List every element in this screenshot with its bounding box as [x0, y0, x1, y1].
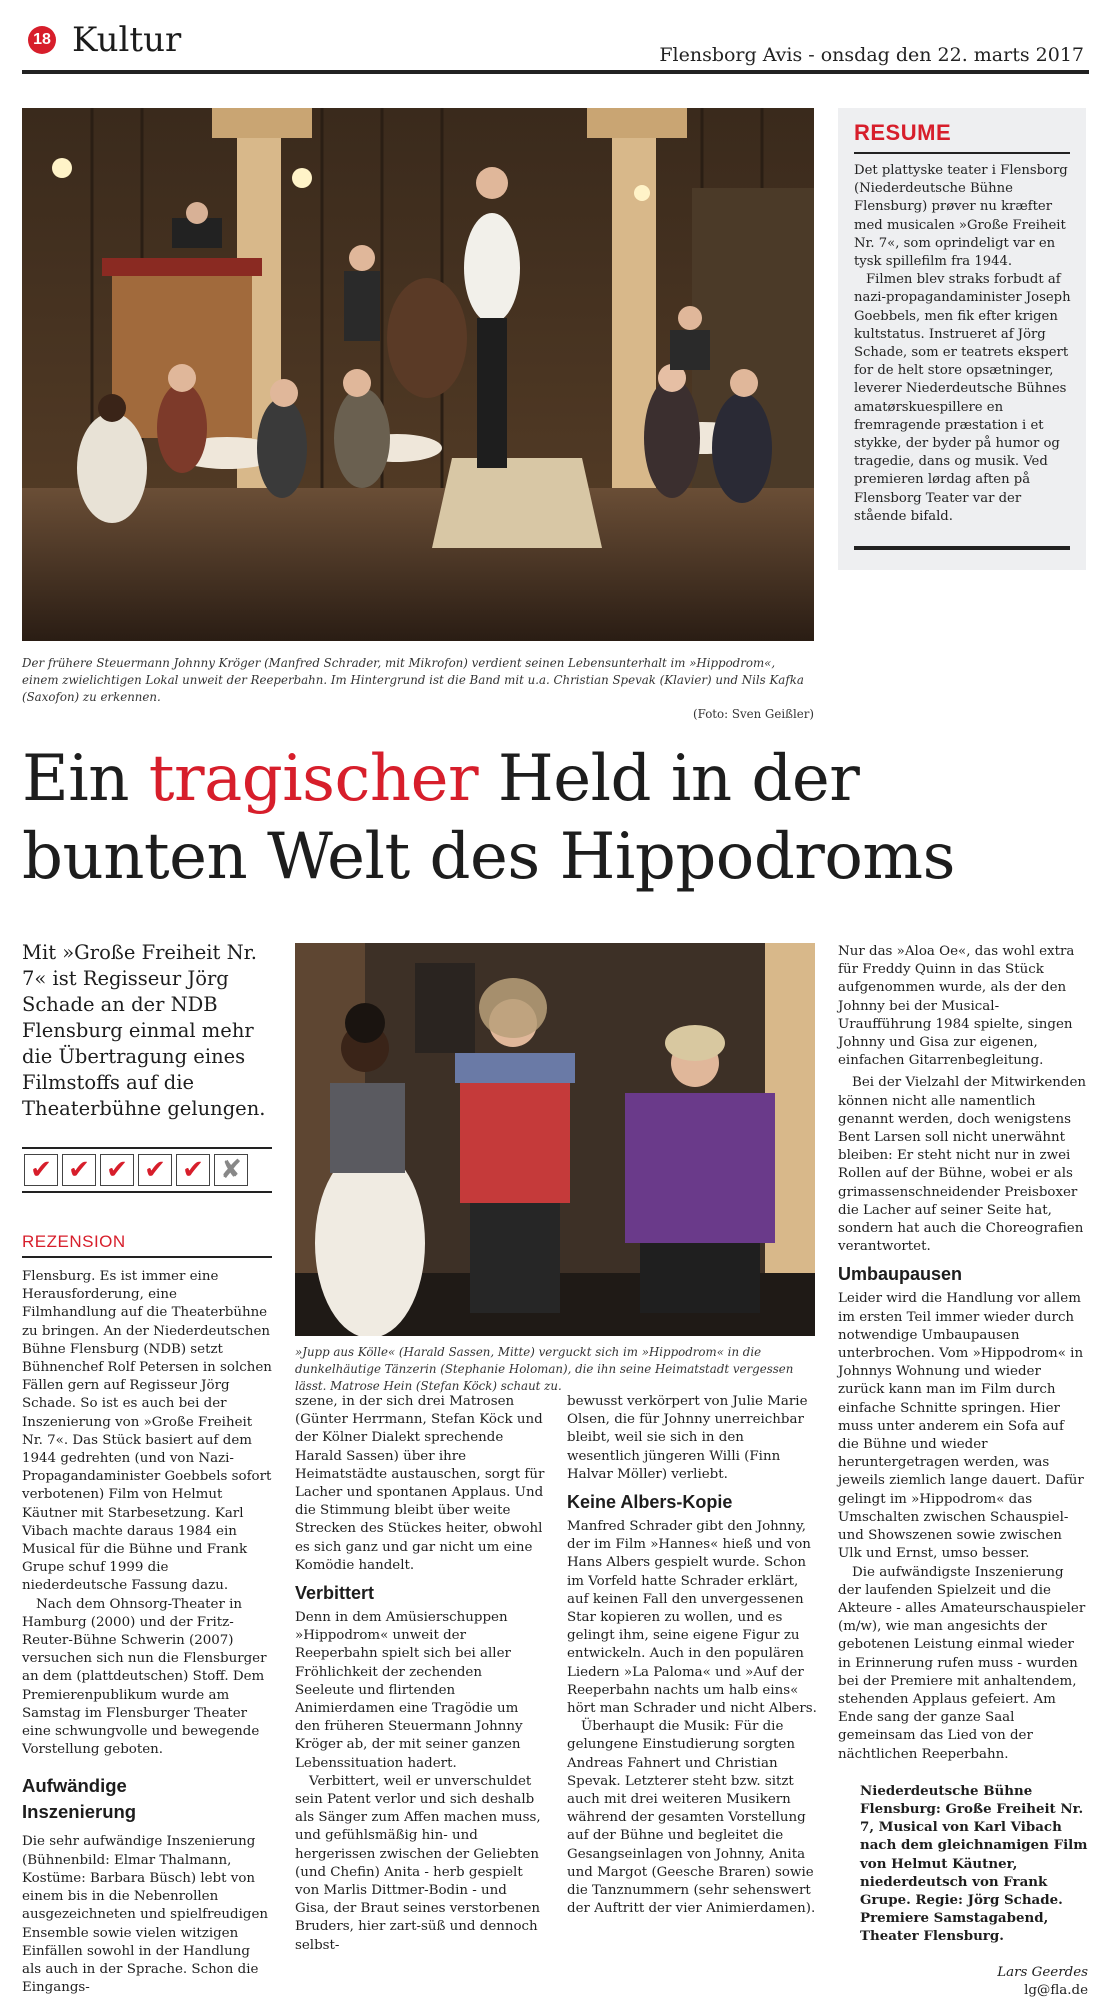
resume-text [854, 162, 1072, 526]
second-photo-caption [295, 1344, 815, 1395]
body-paragraph: Überhaupt die Musik: Für die gelungene Einstudierung sorgten Andreas Fahnert und Christian Spevak. Letzterer steht bzw. sitzt auch mit drei weiteren Musikern während der gesamten Vorstellung auf der Bühne und begleitet die Gesangseinlagen von Johnny, Anita und Margot (Geesche Braren) sowie die Tanznummern (sehr sehenswert der Auftritt der vier Animierdamen). [567, 1719, 816, 1917]
subheading: Aufwändige Inszenierung [22, 1775, 137, 1823]
author-byline: Lars Geerdes [997, 1964, 1088, 1980]
body-paragraph: Verbittert, weil er unverschuldet sein Patent verlor und sich deshalb als Sänger zum Affen machen muss, und gefühlsmäßig hin- und hergerissen zwischen der Geliebten (und Chefin) Anita - herb gespielt von Marlis Dittmer-Bodin - und Gisa, der Braut seines verstorbenen Bruders, hier zart-süß und dennoch selbst- [295, 1773, 541, 1953]
article-headline [22, 740, 1092, 896]
resume-paragraph: Det plattyske teater i Flensborg (Niederdeutsche Bühne Flensburg) prøver nu kræfter med musicalen »Große Freiheit Nr. 7«, som oprindeligt var en tysk spillefilm fra 1944. [854, 163, 1068, 270]
article-column-4 [838, 943, 1088, 2000]
section-title: Kultur [72, 20, 182, 60]
headline-highlight: tragischer [148, 742, 479, 816]
resume-box [838, 108, 1086, 570]
subheading: Keine Albers-Kopie [567, 1492, 733, 1513]
body-paragraph: Nur das »Aloa Oe«, das wohl extra für Freddy Quinn in das Stück aufgenommen wurde, als der den Johnny bei der Musical-Uraufführung 1984 spielte, singen Johnny und Gisa zur eigenen, einfachen Gitarrenbegleitung. [838, 944, 1075, 1069]
body-paragraph: Denn in dem Amüsierschuppen »Hippodrom« unweit der Reeperbahn spielt sich bei aller Fröhlichkeit der zechenden Seeleute und flirtenden Animierdamen eine Tragödie um den früheren Steuermann Johnny Kröger ab, der mit seiner ganzen Lebenssituation hadert. [295, 1610, 523, 1771]
article-column-2 [295, 1393, 545, 1955]
top-photo-caption-text: Der frühere Steuermann Johnny Kröger (Manfred Schrader, mit Mikrofon) verdient seinen Lebensunterhalt im »Hippodrom«, einem zwielichtigen Lokal unweit der Reeperbahn. Im Hintergrund ist die Band mit u.a. Christian Spevak (Klavier) und Nils Kafka (Saxofon) zu erkennen. [22, 656, 804, 704]
body-paragraph: Bei der Vielzahl der Mitwirkenden können nicht alle namentlich genannt werden, doch wenigstens Bent Larsen soll nicht unerwähnt bleiben: Er steht nicht nur in zwei Rollen auf der Bühne, wobei er als grimassenschneidender Preisboxer die Lacher auf seiner Seite hat, sondern hat auch die Choreografien verantwortet. [838, 1075, 1087, 1255]
rating-cross-icon: ✘ [214, 1154, 248, 1186]
resume-paragraph: Filmen blev straks forbudt af nazi-propagandaminister Joseph Goebbels, men fik efter krigen kultstatus. Instrueret af Jörg Schade, som er teatrets ekspert for de helt store opsætninger, leverer Niederdeutsche Bühnes amatørskuespillere en fremragende præstation i et stykke, der byder på humor og tragedie, dans og musik. Ved premieren lørdag aften på Flensborg Teater var der stående bifald. [854, 272, 1071, 524]
resume-title: RESUME [854, 120, 952, 145]
rating-bar [22, 1147, 272, 1193]
masthead-date: Flensborg Avis - onsdag den 22. marts 2017 [659, 44, 1084, 66]
stage-photo [22, 108, 814, 641]
page-number-badge: 18 [28, 26, 56, 54]
production-info: Niederdeutsche Bühne Flensburg: Große Freiheit Nr. 7, Musical von Karl Vibach nach dem gleichnamigen Film von Helmut Käutner, niederdeutsch von Frank Grupe. Regie: Jörg Schade. Premiere Samstagabend, Theater Flensburg. [860, 1782, 1088, 1945]
rating-check-icon: ✔ [62, 1154, 96, 1186]
author-email: lg@fla.de [1024, 1982, 1088, 1998]
rating-check-icon: ✔ [100, 1154, 134, 1186]
lead-text: Mit »Große Freiheit Nr. 7« ist Regisseur Jörg Schade an der NDB Flensburg einmal mehr die Übertragung eines Filmstoffs auf die Theaterbühne gelungen. [22, 941, 266, 1120]
top-photo-caption [22, 655, 814, 723]
actors-photo [295, 943, 815, 1336]
photo-credit: (Foto: Sven Geißler) [693, 707, 814, 721]
article-column-1 [22, 1268, 272, 1997]
body-paragraph: bewusst verkörpert von Julie Marie Olsen, die für Johnny unerreichbar bleibt, weil sie sich in den wesentlich jüngeren Willi (Finn Halvar Möller) verliebt. [567, 1394, 808, 1482]
second-photo-caption-text: »Jupp aus Kölle« (Harald Sassen, Mitte) verguckt sich im »Hippodrom« in die dunkelhäutige Tänzerin (Stephanie Holoman), die ihn seine Heimatstadt vergessen lässt. Matrose Hein (Stefan Köck) schaut zu. [295, 1345, 794, 1393]
resume-end-rule [854, 546, 1070, 550]
headline-start: Ein [22, 742, 149, 816]
body-paragraph: Die sehr aufwändige Inszenierung (Bühnenbild: Elmar Thalmann, Kostüme: Barbara Büsch) lebt von einem bis in die Nebenrollen ausgezeichneten und spielfreudigen Ensemble sowie vielen witzigen Einfällen sowohl in der Handlung als auch in der Sprache. Schon die Eingangs- [22, 1834, 268, 1996]
body-paragraph: Die aufwändigste Inszenierung der laufenden Spielzeit und die Akteure - alles Amateurschauspieler (m/w), wie man angesichts der gebotenen Leistung einmal wieder in Erinnerung rufen muss - wurden bei der Premiere mit anhaltendem, stehenden Applaus gefeiert. Am Ende sang der ganze Saal gemeinsam das Lied von der nächtlichen Reeperbahn. [838, 1564, 1086, 1762]
subheading: Verbittert [295, 1583, 375, 1604]
body-paragraph: Leider wird die Handlung vor allem im ersten Teil immer wieder durch notwendige Umbaupausen unterbrochen. Vom »Hippodrom« in Johnnys Wohnung und wieder zurück kann man im Film durch einfache Schnitte springen. Hier muss unter anderem ein Sofa auf die Bühne und wieder heruntergetragen werden, was jeweils ziemlich lange dauert. Dafür gelingt im »Hippodrom« das Umschalten zwischen Schauspiel- und Showszenen sowie zwischen Ulk und Ernst, umso besser. [838, 1291, 1084, 1562]
body-paragraph: Flensburg. Es ist immer eine Herausforderung, eine Filmhandlung auf die Theaterbühne zu bringen. An der Niederdeutschen Bühne Flensburg (NDB) setzt Bühnenchef Rolf Petersen in solchen Fällen gern auf Regisseur Jörg Schade. So ist es auch bei der Inszenierung von »Große Freiheit Nr. 7«. Das Stück basiert auf dem 1944 gedrehten (und von Nazi-Propagandaminister Goebbels sofort verbotenen) Film von Helmut Käutner mit Starbesetzung. Karl Vibach machte daraus 1984 ein Musical für die Bühne und Frank Grupe schuf 1999 die niederdeutsche Fassung dazu. [22, 1269, 272, 1594]
body-paragraph: Nach dem Ohnsorg-Theater in Hamburg (2000) und der Fritz-Reuter-Bühne Schwerin (2007) versuchen sich nun die Flensburger an dem (plattdeutschen) Stoff. Dem Premierenpublikum wurde am Samstag im Flensburger Theater eine schwungvolle und bewegende Vorstellung geboten. [22, 1596, 267, 1758]
body-paragraph: Manfred Schrader gibt den Johnny, der im Film »Hannes« hieß und von Hans Albers gespielt wurde. Schon im Vorfeld hatte Schrader erklärt, auf keinen Fall den unvergessenen Star kopieren zu wollen, und es gelingt ihm, seine eigene Figur zu entwickeln. Auch in den populären Liedern »La Paloma« und »Auf der Reeperbahn nachts um halb eins« hört man Schrader und nicht Albers. [567, 1519, 817, 1717]
article-column-3 [567, 1393, 817, 1918]
rating-check-icon: ✔ [24, 1154, 58, 1186]
rating-check-icon: ✔ [138, 1154, 172, 1186]
rating-check-icon: ✔ [176, 1154, 210, 1186]
review-label-rule [22, 1256, 272, 1258]
resume-rule [854, 152, 1070, 154]
headline-end: Held in der bunten Welt des Hippodroms [22, 742, 955, 894]
review-label: REZENSION [22, 1232, 126, 1251]
subheading: Umbaupausen [838, 1264, 963, 1285]
article-lead [22, 940, 272, 1122]
body-paragraph: szene, in der sich drei Matrosen (Günter Herrmann, Stefan Köck und der Kölner Dialekt sprechende Harald Sassen) über ihre Heimatstädte austauschen, sorgt für Lacher und spontanen Applaus. Und die Stimmung bleibt über weite Strecken des Stückes heiter, obwohl es sich ganz und gar nicht um eine Komödie handelt. [295, 1394, 545, 1573]
header-rule [22, 70, 1089, 74]
